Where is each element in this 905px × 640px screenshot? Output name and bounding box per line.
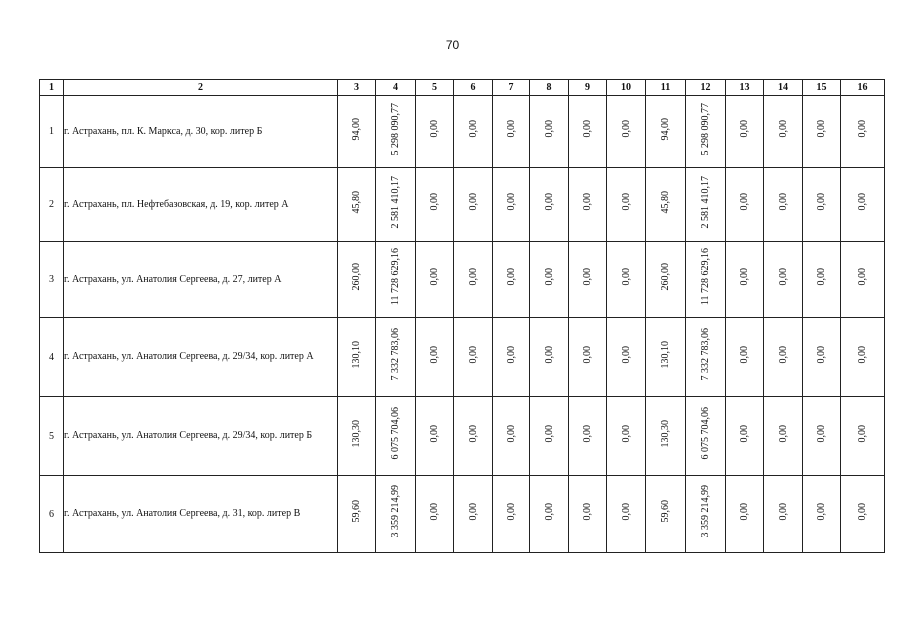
table-cell: 0,00	[493, 168, 530, 242]
table-cell: 260,00	[338, 242, 376, 318]
table-cell: 94,00	[338, 96, 376, 168]
table-cell: 0,00	[726, 96, 764, 168]
table-cell: 0,00	[841, 476, 885, 553]
table-cell: 5 298 090,77	[686, 96, 726, 168]
table-cell: 0,00	[764, 168, 803, 242]
table-cell: 0,00	[841, 168, 885, 242]
table-cell: 11 728 629,16	[376, 242, 416, 318]
table-cell: 0,00	[454, 318, 493, 397]
table-cell: 0,00	[493, 318, 530, 397]
table-cell: 0,00	[569, 96, 607, 168]
table-cell: 0,00	[607, 318, 646, 397]
table-cell: 0,00	[454, 168, 493, 242]
table-cell: 0,00	[764, 242, 803, 318]
table-cell: 0,00	[416, 168, 454, 242]
table-cell: 0,00	[607, 96, 646, 168]
table-cell: 0,00	[454, 96, 493, 168]
table-cell: 0,00	[493, 397, 530, 476]
table-cell: 94,00	[646, 96, 686, 168]
table-cell: 0,00	[530, 168, 569, 242]
table-cell: 260,00	[646, 242, 686, 318]
column-header: 15	[803, 80, 841, 96]
table-cell: 0,00	[416, 397, 454, 476]
table-cell: 0,00	[607, 242, 646, 318]
table-cell: 7 332 783,06	[686, 318, 726, 397]
table-cell: 0,00	[416, 476, 454, 553]
table-cell: 0,00	[493, 476, 530, 553]
table-cell: 0,00	[764, 96, 803, 168]
table-row	[40, 318, 885, 397]
table-cell: 0,00	[803, 318, 841, 397]
table-cell: 0,00	[803, 476, 841, 553]
table-cell: 0,00	[493, 242, 530, 318]
table-cell: 130,10	[338, 318, 376, 397]
table-row	[40, 242, 885, 318]
table-cell: 6 075 704,06	[686, 397, 726, 476]
table-cell: 130,10	[646, 318, 686, 397]
column-header: 8	[530, 80, 569, 96]
table-cell: 0,00	[530, 397, 569, 476]
column-header: 10	[607, 80, 646, 96]
table-cell: 0,00	[607, 397, 646, 476]
table-cell: 2 581 410,17	[376, 168, 416, 242]
table-row	[40, 397, 885, 476]
table-row	[40, 96, 885, 168]
row-number: 3	[40, 242, 64, 318]
table-cell: 45,80	[338, 168, 376, 242]
row-number: 4	[40, 318, 64, 397]
table-cell: 0,00	[803, 397, 841, 476]
table-cell: 0,00	[569, 168, 607, 242]
table-cell: 3 359 214,99	[686, 476, 726, 553]
row-number: 6	[40, 476, 64, 553]
row-address: г. Астрахань, ул. Анатолия Сергеева, д. 31, кор. литер В	[64, 476, 338, 553]
table-cell: 2 581 410,17	[686, 168, 726, 242]
table-cell: 0,00	[726, 242, 764, 318]
column-header: 2	[64, 80, 338, 96]
table-cell: 0,00	[841, 397, 885, 476]
table-cell: 6 075 704,06	[376, 397, 416, 476]
table-cell: 0,00	[764, 476, 803, 553]
row-address: г. Астрахань, пл. Нефтебазовская, д. 19, кор. литер А	[64, 168, 338, 242]
column-header: 1	[40, 80, 64, 96]
row-address: г. Астрахань, ул. Анатолия Сергеева, д. 29/34, кор. литер А	[64, 318, 338, 397]
column-header: 13	[726, 80, 764, 96]
table-cell: 0,00	[416, 96, 454, 168]
row-number: 5	[40, 397, 64, 476]
table-cell: 0,00	[530, 242, 569, 318]
table-cell: 0,00	[726, 168, 764, 242]
column-header: 11	[646, 80, 686, 96]
column-header: 9	[569, 80, 607, 96]
table-cell: 0,00	[454, 476, 493, 553]
table-cell: 11 728 629,16	[686, 242, 726, 318]
table-cell: 0,00	[569, 476, 607, 553]
table-cell: 0,00	[569, 242, 607, 318]
row-number: 2	[40, 168, 64, 242]
table-cell: 0,00	[569, 397, 607, 476]
table-cell: 0,00	[764, 397, 803, 476]
table-cell: 5 298 090,77	[376, 96, 416, 168]
table-cell: 0,00	[607, 168, 646, 242]
page-number: 70	[445, 38, 460, 52]
table-row	[40, 476, 885, 553]
table-cell: 7 332 783,06	[376, 318, 416, 397]
table-cell: 130,30	[646, 397, 686, 476]
row-address: г. Астрахань, ул. Анатолия Сергеева, д. 27, литер А	[64, 242, 338, 318]
column-header: 16	[841, 80, 885, 96]
table-cell: 0,00	[530, 318, 569, 397]
column-header: 12	[686, 80, 726, 96]
table-cell: 0,00	[841, 318, 885, 397]
table-cell: 59,60	[646, 476, 686, 553]
table-cell: 0,00	[416, 318, 454, 397]
table-cell: 0,00	[726, 318, 764, 397]
table-cell: 0,00	[454, 397, 493, 476]
table-cell: 0,00	[803, 242, 841, 318]
table-cell: 45,80	[646, 168, 686, 242]
table-cell: 0,00	[726, 476, 764, 553]
table-cell: 0,00	[530, 96, 569, 168]
table-cell: 0,00	[454, 242, 493, 318]
table-cell: 0,00	[530, 476, 569, 553]
table-row	[40, 168, 885, 242]
column-header: 3	[338, 80, 376, 96]
table-cell: 0,00	[569, 318, 607, 397]
column-header: 6	[454, 80, 493, 96]
column-header: 7	[493, 80, 530, 96]
table-cell: 0,00	[803, 96, 841, 168]
row-address: г. Астрахань, пл. К. Маркса, д. 30, кор. литер Б	[64, 96, 338, 168]
table-cell: 0,00	[841, 96, 885, 168]
row-number: 1	[40, 96, 64, 168]
column-header: 4	[376, 80, 416, 96]
table-cell: 0,00	[726, 397, 764, 476]
table-cell: 3 359 214,99	[376, 476, 416, 553]
table-header-row	[40, 80, 885, 96]
data-table	[39, 79, 885, 553]
table-cell: 130,30	[338, 397, 376, 476]
table-cell: 0,00	[493, 96, 530, 168]
table-cell: 0,00	[841, 242, 885, 318]
table-cell: 0,00	[416, 242, 454, 318]
table-cell: 0,00	[764, 318, 803, 397]
table-cell: 0,00	[803, 168, 841, 242]
table-cell: 0,00	[607, 476, 646, 553]
table-cell: 59,60	[338, 476, 376, 553]
row-address: г. Астрахань, ул. Анатолия Сергеева, д. 29/34, кор. литер Б	[64, 397, 338, 476]
column-header: 5	[416, 80, 454, 96]
column-header: 14	[764, 80, 803, 96]
